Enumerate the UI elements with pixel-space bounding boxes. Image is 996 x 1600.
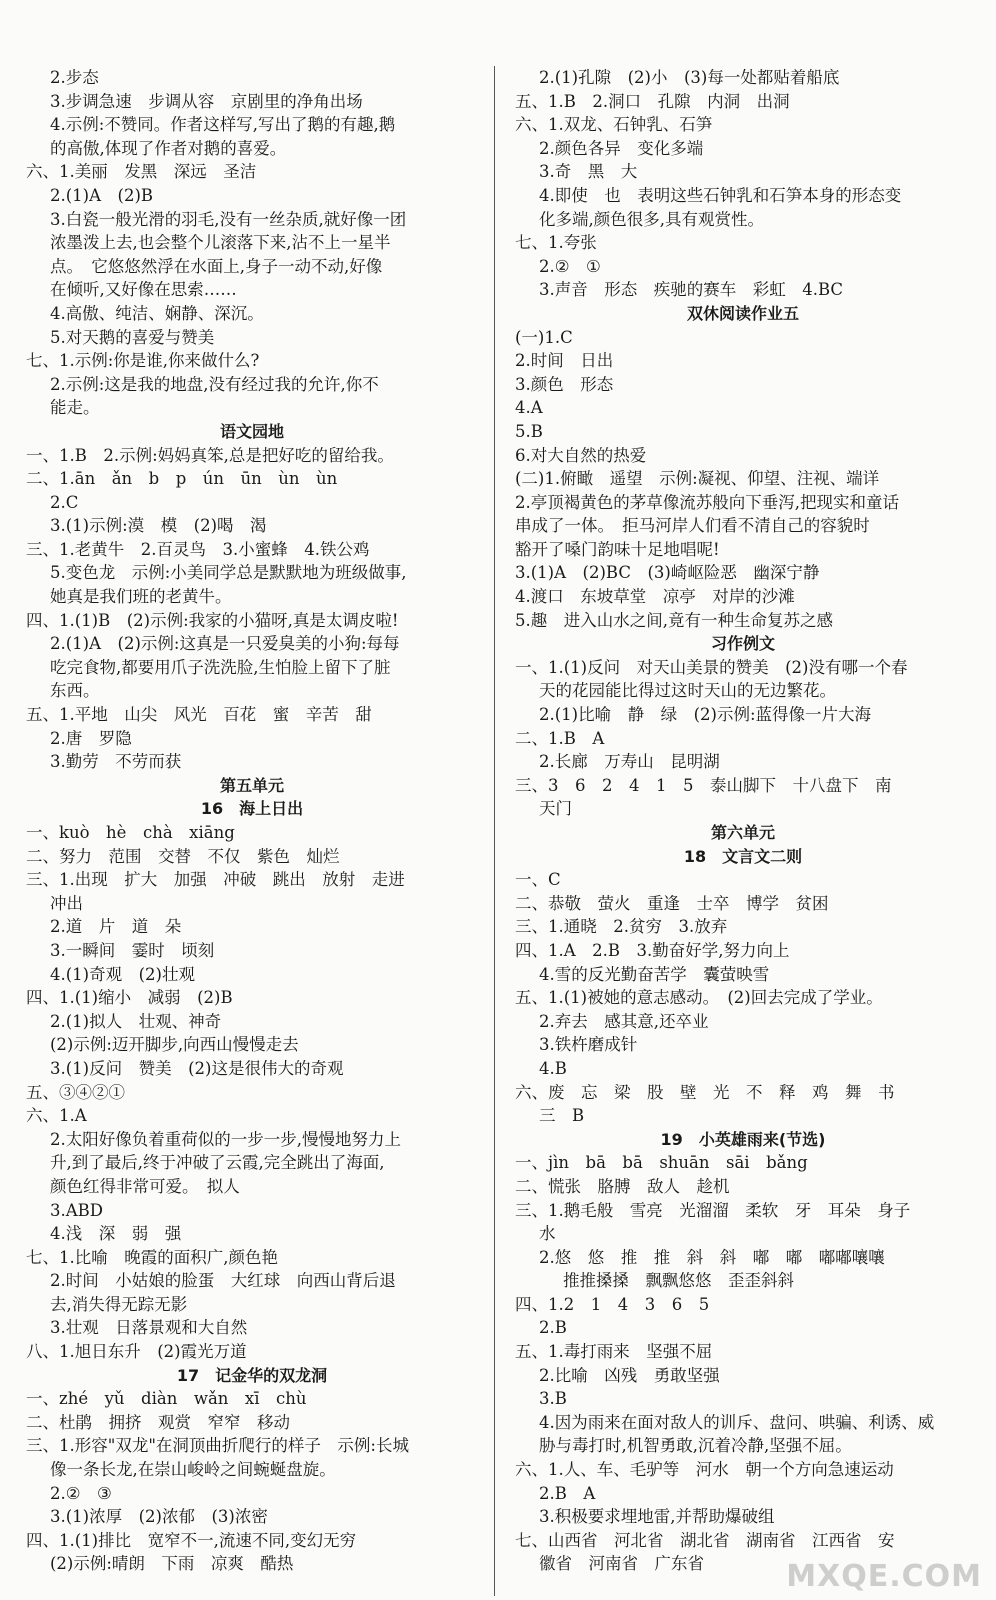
answer-line: 一、C (515, 870, 561, 890)
answer-line: 5.趣 进入山水之间,竟有一种生命复苏之感 (515, 610, 833, 630)
answer-line: 六、1.A (26, 1106, 87, 1126)
answer-line: 6.对大自然的热爱 (515, 445, 647, 465)
answer-line: 一、jìn bā bā shuān sāi bǎng (515, 1153, 808, 1173)
answer-line: 胁与毒打时,机智勇敢,沉着冷静,坚强不屈。 (539, 1436, 852, 1456)
answer-line: 像一条长龙,在崇山峻岭之间蜿蜒盘旋。 (50, 1460, 336, 1480)
answer-column-left (26, 66, 478, 1596)
answer-line: 五、③④②① (26, 1082, 125, 1102)
answer-line: 二、恭敬 萤火 重逢 士卒 博学 贫困 (515, 893, 829, 913)
answer-line: 三、3 6 2 4 1 5 泰山脚下 十八盘下 南 (515, 775, 892, 795)
answer-line: 3.ABD (50, 1200, 104, 1220)
answer-line: 2.(1)A (2)示例:这真是一只爱臭美的小狗:每每 (50, 634, 400, 654)
answer-line: 三、1.出现 扩大 加强 冲破 跳出 放射 走进 (26, 870, 405, 890)
answer-line: 豁开了嗓门韵味十足地唱呢! (515, 539, 720, 559)
answer-line: 四、1.(1)排比 宽窄不一,流速不同,变幻无穷 (26, 1530, 357, 1550)
answer-line: 2.亭顶褐黄色的茅草像流苏般向下垂泻,把现实和童话 (515, 492, 899, 512)
answer-line: 一、1.(1)反问 对天山美景的赞美 (2)没有哪一个春 (515, 657, 908, 677)
answer-line: 3.勤劳 不劳而获 (50, 752, 182, 772)
answer-line: 2.太阳好像负着重荷似的一步一步,慢慢地努力上 (50, 1129, 401, 1149)
answer-line: 3.(1)反问 赞美 (2)这是很伟大的奇观 (50, 1058, 344, 1078)
answer-line: 四、1.(1)缩小 减弱 (2)B (26, 988, 233, 1008)
answer-line: 二、杜鹃 拥挤 观赏 窄窄 移动 (26, 1412, 290, 1432)
section-heading: 习作例文 (710, 634, 775, 654)
answer-line: 三、1.鹅毛般 雪亮 光溜溜 柔软 牙 耳朵 身子 (515, 1200, 911, 1220)
answer-line: 三、1.形容"双龙"在洞顶曲折爬行的样子 示例:长城 (26, 1436, 409, 1456)
answer-line: 的高傲,体现了作者对鹅的喜爱。 (50, 138, 287, 158)
answer-line: (2)示例:迈开脚步,向西山慢慢走去 (50, 1035, 299, 1055)
answer-line: 4.示例:不赞同。作者这样写,写出了鹅的有趣,鹅 (50, 115, 396, 135)
answer-line: 七、1.比喻 晚霞的面积广,颜色艳 (26, 1247, 278, 1267)
section-heading: 17 记金华的双龙洞 (176, 1365, 328, 1385)
answer-line: 二、慌张 胳膊 敌人 趁机 (515, 1176, 730, 1196)
answer-line: 三、1.通晓 2.贫穷 3.放弃 (515, 917, 728, 937)
answer-line: 5.变色龙 示例:小美同学总是默默地为班级做事, (50, 563, 407, 583)
answer-line: 化多端,颜色很多,具有观赏性。 (539, 209, 764, 229)
section-heading: 双休阅读作业五 (686, 303, 799, 323)
answer-line: 在倾听,又好像在思索…… (50, 280, 237, 300)
answer-line: 2.道 片 道 朵 (50, 917, 182, 937)
answer-line: 去,消失得无踪无影 (50, 1294, 188, 1314)
answer-line: 3.铁杵磨成针 (539, 1035, 638, 1055)
section-heading: 第五单元 (219, 775, 284, 795)
answer-line: 三、1.老黄牛 2.百灵鸟 3.小蜜蜂 4.铁公鸡 (26, 539, 370, 559)
answer-line: 2.(1)比喻 静 绿 (2)示例:蓝得像一片大海 (539, 705, 872, 725)
section-heading: 16 海上日出 (200, 799, 304, 819)
answer-line: (一)1.C (515, 327, 573, 347)
answer-line: 六、1.双龙、石钟乳、石笋 (515, 115, 713, 135)
answer-line: 八、1.旭日东升 (2)霞光万道 (26, 1342, 247, 1362)
column-divider (494, 66, 495, 1596)
answer-line: 3.积极要求埋地雷,并帮助爆破组 (539, 1507, 775, 1527)
answer-line: 4.B (539, 1058, 567, 1078)
answer-line: 2.弃去 感其意,还卒业 (539, 1011, 709, 1031)
answer-line: 4.渡口 东坡草堂 凉亭 对岸的沙滩 (515, 587, 795, 607)
answer-line: 七、山西省 河北省 湖北省 湖南省 江西省 安 (515, 1530, 895, 1550)
answer-line: 2.② ① (539, 256, 601, 276)
answer-line: 2.唐 罗隐 (50, 728, 132, 748)
answer-line: 天门 (539, 799, 572, 819)
answer-line: 4.(1)奇观 (2)壮观 (50, 964, 195, 984)
answer-line: 2.C (50, 492, 79, 512)
answer-line: 三 B (539, 1106, 585, 1126)
answer-line: 5.B (515, 421, 543, 441)
answer-line: 2.比喻 凶残 勇敢坚强 (539, 1365, 720, 1385)
answer-line: 七、1.夸张 (515, 233, 597, 253)
section-heading: 19 小英雄雨来(节选) (660, 1129, 826, 1149)
answer-line: 五、1.(1)被她的意志感动。 (2)回去完成了学业。 (515, 988, 883, 1008)
answer-line: 4.浅 深 弱 强 (50, 1224, 182, 1244)
answer-line: 2.悠 悠 推 推 斜 斜 嘟 嘟 嘟嘟嚷嚷 (539, 1247, 885, 1267)
answer-line: 二、1.B A (515, 728, 605, 748)
answer-line: 5.对天鹅的喜爱与赞美 (50, 327, 215, 347)
answer-line: 2.(1)拟人 壮观、神奇 (50, 1011, 222, 1031)
answer-line: 四、1.2 1 4 3 6 5 (515, 1294, 710, 1314)
answer-line: 2.(1)孔隙 (2)小 (3)每一处都贴着船底 (539, 68, 840, 87)
answer-line: 吃完食物,都要用爪子洗洗脸,生怕脸上留下了脏 (50, 657, 391, 677)
answer-column-right (515, 66, 971, 1596)
answer-line: 一、zhé yǔ diàn wǎn xī chù (26, 1389, 307, 1409)
answer-line: 3.(1)浓厚 (2)浓郁 (3)浓密 (50, 1507, 268, 1527)
answer-line: 七、1.示例:你是谁,你来做什么? (26, 351, 260, 371)
answer-line: 3.声音 形态 疾驰的赛车 彩虹 4.BC (539, 280, 844, 300)
answer-line: 点。 它悠悠然浮在水面上,身子一动不动,好像 (50, 256, 383, 276)
answer-line: 五、1.B 2.洞口 孔隙 内洞 出洞 (515, 91, 790, 111)
section-heading: 18 文言文二则 (683, 846, 803, 866)
answer-line: 二、1.ān ǎn b p ún ūn ùn ùn (26, 469, 338, 489)
answer-line: 4.因为雨来在面对敌人的训斥、盘问、哄骗、利诱、威 (539, 1412, 935, 1432)
answer-line: 五、1.毒打雨来 坚强不屈 (515, 1342, 713, 1362)
answer-line: 3.(1)A (2)BC (3)崎岖险恶 幽深宁静 (515, 563, 820, 583)
answer-line: 六、1.人、车、毛驴等 河水 朝一个方向急速运动 (515, 1460, 894, 1480)
answer-line: 2.示例:这是我的地盘,没有经过我的允许,你不 (50, 374, 379, 394)
answer-line: 天的花园能比得过这时天山的无边繁花。 (539, 681, 836, 701)
answer-line: 3.一瞬间 霎时 顷刻 (50, 940, 215, 960)
answer-line: 3.(1)示例:漠 模 (2)喝 渴 (50, 516, 267, 536)
answer-line: 3.壮观 日落景观和大自然 (50, 1318, 248, 1338)
answer-line: 3.白瓷一般光滑的羽毛,没有一丝杂质,就好像一团 (50, 209, 407, 229)
answer-line: 2.② ③ (50, 1483, 112, 1503)
answer-line: 升,到了最后,终于冲破了云霞,完全跳出了海面, (50, 1153, 385, 1173)
answer-line: 六、废 忘 梁 股 壁 光 不 释 鸡 舞 书 (515, 1082, 895, 1102)
answer-line: 串成了一体。 拒马河岸人们看不清自己的容貌时 (515, 516, 870, 536)
answer-line: 2.颜色各异 变化多端 (539, 138, 704, 158)
answer-line: (二)1.俯瞰 遥望 示例:凝视、仰望、注视、端详 (515, 469, 880, 489)
answer-line: 2.时间 日出 (515, 351, 614, 371)
answer-line: 4.A (515, 398, 543, 418)
answer-line: 能走。 (50, 398, 100, 418)
answer-line: 一、1.B 2.示例:妈妈真笨,总是把好吃的留给我。 (26, 445, 394, 465)
answer-line: 六、1.美丽 发黑 深远 圣洁 (26, 162, 257, 182)
answer-line: 冲出 (50, 893, 83, 913)
answer-line: 3.颜色 形态 (515, 374, 614, 394)
answer-line: 3.步调急速 步调从容 京剧里的净角出场 (50, 91, 363, 111)
answer-line: 2.B (539, 1318, 567, 1338)
answer-line: 浓墨泼上去,也会整个儿滚落下来,沾不上一星半 (50, 233, 391, 253)
answer-line: 二、努力 范围 交替 不仅 紫色 灿烂 (26, 846, 340, 866)
answer-line: 东西。 (50, 681, 100, 701)
answer-line: 2.时间 小姑娘的脸蛋 大红球 向西山背后退 (50, 1271, 396, 1291)
answer-line: 3.奇 黑 大 (539, 162, 638, 182)
watermark: MXQE.COM (786, 1559, 982, 1594)
answer-line: (2)示例:晴朗 下雨 凉爽 酷热 (50, 1554, 294, 1574)
answer-line: 4.即使 也 表明这些石钟乳和石笋本身的形态变 (539, 185, 902, 205)
answer-line: 2.长廊 万寿山 昆明湖 (539, 752, 720, 772)
answer-line: 4.高傲、纯洁、娴静、深沉。 (50, 303, 264, 323)
section-heading: 第六单元 (710, 823, 775, 842)
answer-line: 四、1.A 2.B 3.勤奋好学,努力向上 (515, 940, 790, 960)
answer-line: 水 (539, 1224, 556, 1244)
answer-line: 2.步态 (50, 68, 99, 87)
answer-line: 一、kuò hè chà xiāng (26, 823, 235, 842)
section-heading: 语文园地 (219, 421, 284, 441)
answer-line: 推推搡搡 飘飘悠悠 歪歪斜斜 (563, 1271, 794, 1291)
answer-line: 五、1.平地 山尖 风光 百花 蜜 辛苦 甜 (26, 705, 372, 725)
answer-line: 4.雪的反光勤奋苦学 囊萤映雪 (539, 964, 770, 984)
answer-line: 徽省 河南省 广东省 (539, 1554, 704, 1574)
answer-line: 她真是我们班的老黄牛。 (50, 587, 232, 607)
answer-line: 3.B (539, 1389, 567, 1409)
answer-line: 颜色红得非常可爱。 拟人 (50, 1176, 240, 1196)
answer-line: 四、1.(1)B (2)示例:我家的小猫呀,真是太调皮啦! (26, 610, 399, 630)
answer-line: 2.B A (539, 1483, 596, 1503)
answer-line: 2.(1)A (2)B (50, 185, 154, 205)
